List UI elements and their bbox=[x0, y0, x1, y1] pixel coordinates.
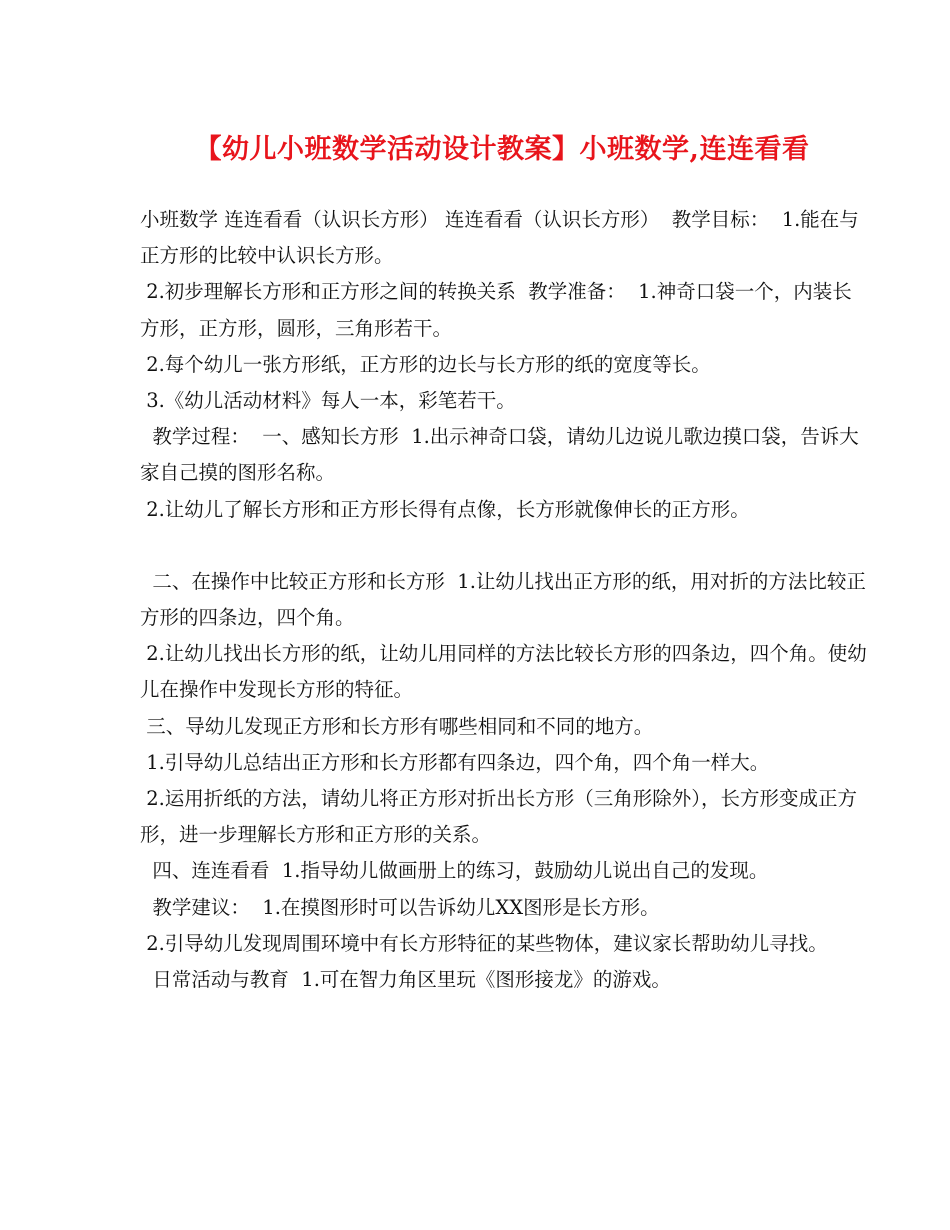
paragraph-objectives: 小班数学 连连看看（认识长方形） 连连看看（认识长方形） 教学目标： 1.能在与正方形的比较中认识长方形。 bbox=[140, 208, 859, 268]
paragraph-suggestions-2: 2.引导幼儿发现周围环境中有长方形特征的某些物体，建议家长帮助幼儿寻找。 bbox=[140, 931, 828, 955]
paragraph-suggestions: 教学建议： 1.在摸图形时可以告诉幼儿XX图形是长方形。 bbox=[140, 895, 660, 919]
paragraph-paper: 2.每个幼儿一张方形纸，正方形的边长与长方形的纸的宽度等长。 bbox=[140, 352, 711, 376]
paragraph-section-two-2: 2.让幼儿找出长方形的纸，让幼儿用同样的方法比较长方形的四条边，四个角。使幼儿在操作中发现长方形的特征。 bbox=[140, 642, 867, 702]
paragraph-preparation: 2.初步理解长方形和正方形之间的转换关系 教学准备： 1.神奇口袋一个，内装长方形，正方形，圆形，三角形若干。 bbox=[140, 280, 852, 340]
paragraph-gap bbox=[140, 528, 870, 564]
paragraph-materials: 3.《幼儿活动材料》每人一本，彩笔若干。 bbox=[140, 389, 516, 413]
paragraph-process-step1: 教学过程： 一、感知长方形 1.出示神奇口袋，请幼儿边说儿歌边摸口袋，告诉大家自己摸的图形名称。 bbox=[140, 425, 859, 485]
document-body bbox=[140, 202, 870, 998]
paragraph-section-three-2: 2.运用折纸的方法，请幼儿将正方形对折出长方形（三角形除外），长方形变成正方形，进一步理解长方形和正方形的关系。 bbox=[140, 787, 858, 847]
paragraph-section-two: 二、在操作中比较正方形和长方形 1.让幼儿找出正方形的纸，用对折的方法比较正方形的四条边，四个角。 bbox=[140, 569, 866, 630]
paragraph-section-four: 四、连连看看 1.指导幼儿做画册上的练习，鼓励幼儿说出自己的发现。 bbox=[140, 859, 769, 883]
paragraph-process-step1-2: 2.让幼儿了解长方形和正方形长得有点像，长方形就像伸长的正方形。 bbox=[140, 497, 750, 521]
paragraph-section-three: 三、导幼儿发现正方形和长方形有哪些相同和不同的地方。 bbox=[140, 714, 654, 738]
paragraph-daily-activities: 日常活动与教育 1.可在智力角区里玩《图形接龙》的游戏。 bbox=[140, 968, 671, 992]
paragraph-section-three-1: 1.引导幼儿总结出正方形和长方形都有四条边，四个角，四个角一样大。 bbox=[140, 750, 770, 774]
document-title: 【幼儿小班数学活动设计教案】小班数学,连连看看 bbox=[194, 134, 810, 165]
